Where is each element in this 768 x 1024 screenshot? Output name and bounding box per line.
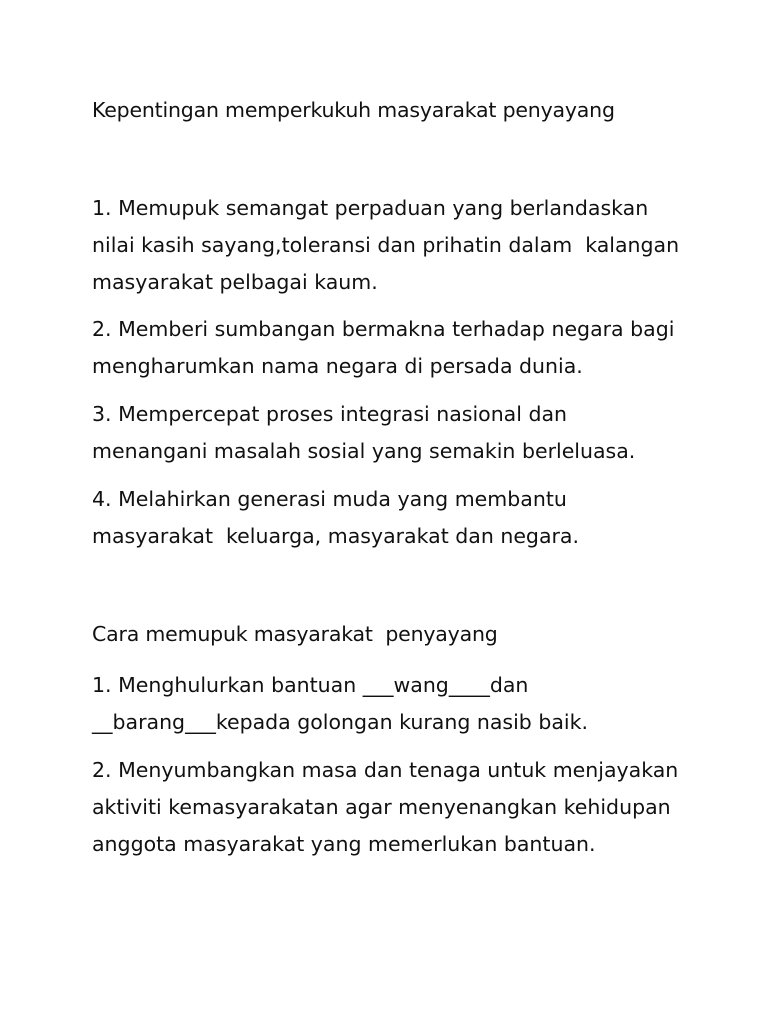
section1-title: Kepentingan memperkukuh masyarakat penyayang	[92, 98, 615, 122]
item-line: aktiviti kemasyarakatan agar menyenangkan kehidupan	[92, 795, 671, 819]
item-line: nilai kasih sayang,toleransi dan prihatin dalam kalangan	[92, 233, 680, 257]
item-line: 1. Menghulurkan bantuan ___wang____dan	[92, 673, 529, 697]
item-line: 2. Memberi sumbangan bermakna terhadap negara bagi	[92, 317, 675, 341]
item-line: 2. Menyumbangkan masa dan tenaga untuk menjayakan	[92, 758, 679, 782]
item-line: 4. Melahirkan generasi muda yang membantu	[92, 487, 567, 511]
section2-title: Cara memupuk masyarakat penyayang	[92, 622, 498, 646]
item-line: mengharumkan nama negara di persada dunia.	[92, 354, 583, 378]
item-line: menangani masalah sosial yang semakin berleluasa.	[92, 439, 636, 463]
item-line: 3. Mempercepat proses integrasi nasional dan	[92, 402, 568, 426]
item-line: 1. Memupuk semangat perpaduan yang berlandaskan	[92, 196, 649, 220]
item-line: masyarakat pelbagai kaum.	[92, 270, 378, 294]
item-line: anggota masyarakat yang memerlukan bantuan.	[92, 832, 596, 856]
item-line: masyarakat keluarga, masyarakat dan negara.	[92, 524, 580, 548]
item-line: __barang___kepada golongan kurang nasib baik.	[92, 710, 588, 734]
